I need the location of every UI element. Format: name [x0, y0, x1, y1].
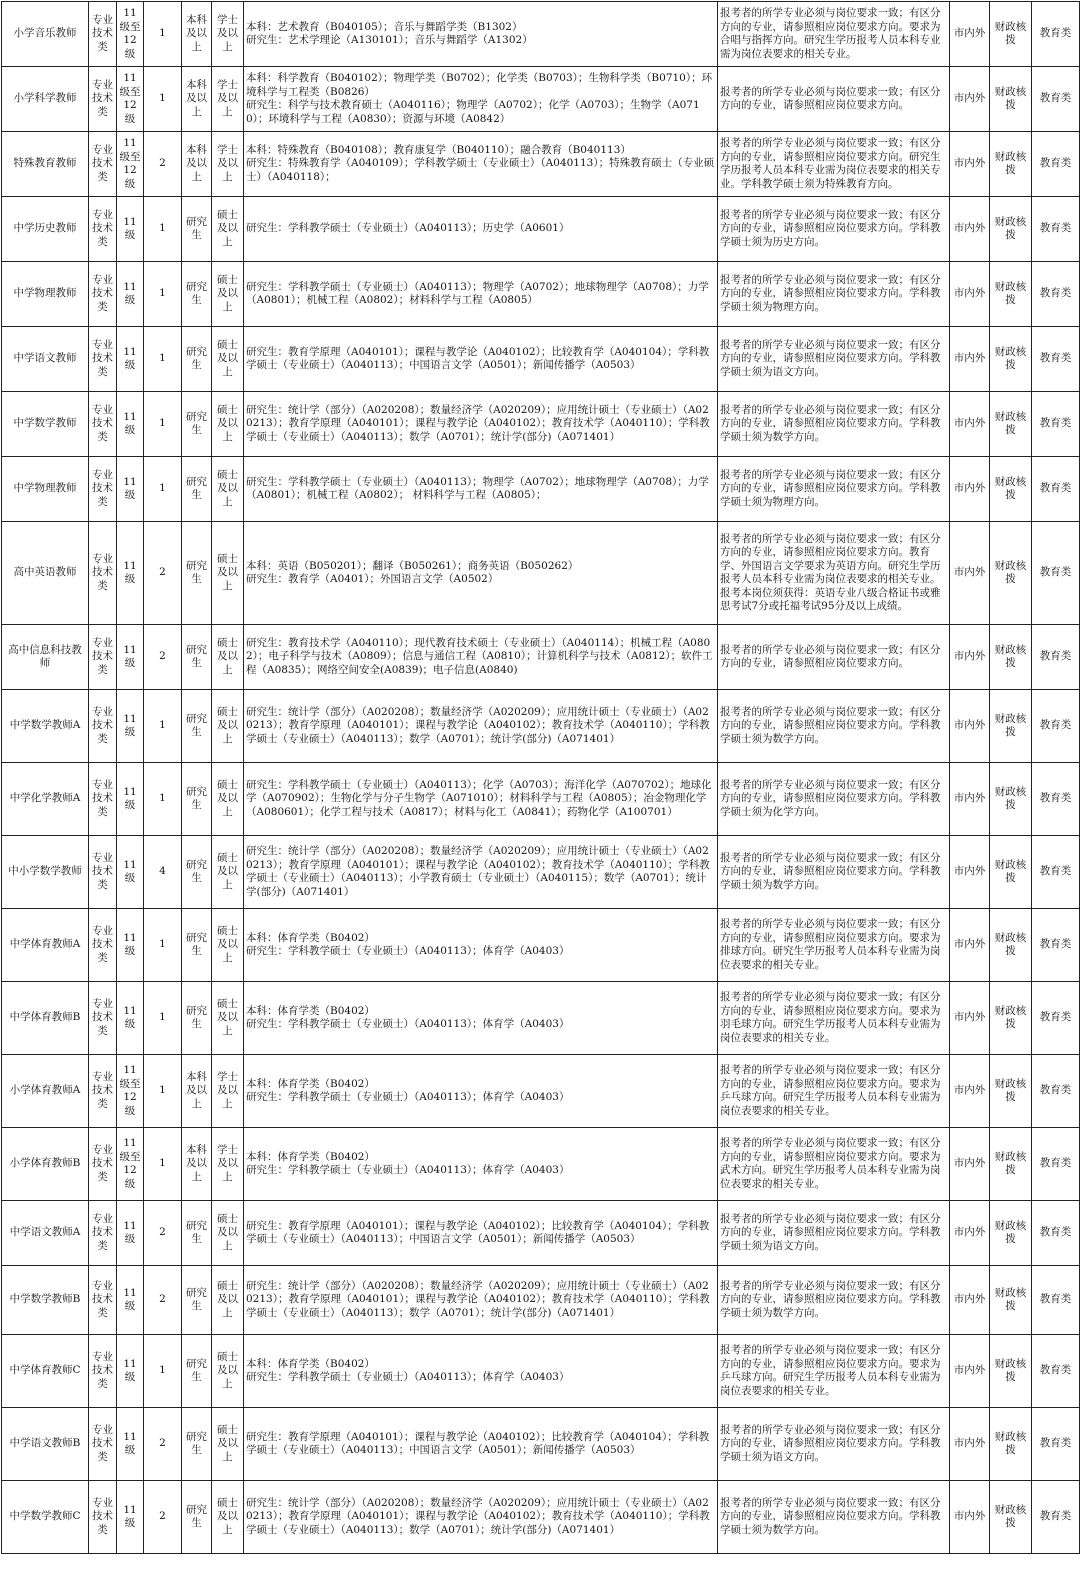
- degree-requirement: 学士及以上: [212, 1128, 244, 1201]
- post-grade: 11级至12级: [117, 2, 144, 67]
- post-count: 1: [144, 1128, 182, 1201]
- post-name: 中学体育教师A: [2, 909, 89, 982]
- funding-type: 财政核拨: [990, 457, 1032, 522]
- exam-type: 教育类: [1032, 690, 1080, 763]
- education-requirement: 研究生: [182, 763, 212, 836]
- major-line: 研究生：教育学原理（A040101）；课程与教学论（A040102）；比较教育学（A040104）；学科教学硕士（专业硕士）（A040113）；中国语言文学（A0501）；新闻传播学（A0503）: [246, 1219, 710, 1245]
- other-requirement: 报考者的所学专业必须与岗位要求一致；有区分方向的专业，请参照相应岗位要求方向。: [718, 625, 950, 690]
- table-row: [2, 67, 1080, 132]
- funding-type: 财政核拨: [990, 982, 1032, 1055]
- major-line: 研究生：教育学原理（A040101）；课程与教学论（A040102）；比较教育学（A040104）；学科教学硕士（专业硕士）（A040113）；中国语言文学（A0501）；新闻传播学（A0503）: [246, 1430, 710, 1456]
- major-line: 本科：体育学类（B0402）: [246, 1004, 375, 1017]
- major-line: 研究生：统计学（部分）（A020208）；数量经济学（A020209）；应用统计硕士（专业硕士）（A020213）；教育学原理（A040101）；课程与教学论（A040102）；教育技术学（A040110）；学科教学硕士（专业硕士）（A040113）；数学（A0701）；统计学(部分)（A071401）: [246, 1279, 710, 1319]
- major-line: 研究生：学科教学硕士（专业硕士）（A040113）；物理学（A0702）；地球物理学（A0708）；力学（A0801）；机械工程（A0802）； 材料科学与工程（A0805）；: [246, 475, 709, 501]
- funding-type: 财政核拨: [990, 1335, 1032, 1408]
- table-row: [2, 262, 1080, 327]
- post-name: 小学体育教师B: [2, 1128, 89, 1201]
- post-grade: 11级: [117, 197, 144, 262]
- other-requirement: 报考者的所学专业必须与岗位要求一致；有区分方向的专业，请参照相应岗位要求方向。学科教学硕士须为数学方向。: [718, 1481, 950, 1554]
- major-requirement: [244, 909, 718, 982]
- education-requirement: 研究生: [182, 392, 212, 457]
- major-line: 研究生：艺术学理论（A130101）；音乐与舞蹈学（A1302）: [246, 34, 533, 46]
- post-name: 中学体育教师B: [2, 982, 89, 1055]
- education-requirement: 研究生: [182, 909, 212, 982]
- recruitment-scope: 市内外: [950, 522, 990, 625]
- post-category: 专业技术类: [89, 2, 117, 67]
- education-requirement: 研究生: [182, 262, 212, 327]
- post-count: 2: [144, 522, 182, 625]
- exam-type: 教育类: [1032, 763, 1080, 836]
- exam-type: 教育类: [1032, 522, 1080, 625]
- major-requirement: [244, 763, 718, 836]
- recruitment-scope: 市内外: [950, 625, 990, 690]
- post-name: 小学音乐教师: [2, 2, 89, 67]
- funding-type: 财政核拨: [990, 1128, 1032, 1201]
- degree-requirement: 学士及以上: [212, 1055, 244, 1128]
- other-requirement: 报考者的所学专业必须与岗位要求一致；有区分方向的专业，请参照相应岗位要求方向。要求为乒乓球方向。研究生学历报考人员本科专业需为岗位表要求的相关专业。: [718, 1335, 950, 1408]
- degree-requirement: 学士及以上: [212, 67, 244, 132]
- exam-type: 教育类: [1032, 327, 1080, 392]
- post-grade: 11级: [117, 1408, 144, 1481]
- major-requirement: [244, 1201, 718, 1266]
- table-row: [2, 625, 1080, 690]
- post-grade: 11级: [117, 262, 144, 327]
- education-requirement: 研究生: [182, 1266, 212, 1335]
- post-category: 专业技术类: [89, 625, 117, 690]
- other-requirement: 报考者的所学专业必须与岗位要求一致；有区分方向的专业，请参照相应岗位要求方向。学科教学硕士须为数学方向。: [718, 392, 950, 457]
- education-requirement: 研究生: [182, 1201, 212, 1266]
- degree-requirement: 硕士及以上: [212, 392, 244, 457]
- exam-type: 教育类: [1032, 1335, 1080, 1408]
- post-category: 专业技术类: [89, 132, 117, 197]
- recruitment-scope: 市内外: [950, 982, 990, 1055]
- exam-type: 教育类: [1032, 2, 1080, 67]
- post-name: 中学数学教师C: [2, 1481, 89, 1554]
- exam-type: 教育类: [1032, 1055, 1080, 1128]
- post-name: 高中信息科技教师: [2, 625, 89, 690]
- table-row: [2, 392, 1080, 457]
- major-requirement: [244, 457, 718, 522]
- recruitment-scope: 市内外: [950, 1408, 990, 1481]
- post-grade: 11级: [117, 522, 144, 625]
- table-row: [2, 690, 1080, 763]
- major-line: 研究生：教育学（A0401）；外国语言文学（A0502）: [246, 573, 499, 585]
- exam-type: 教育类: [1032, 982, 1080, 1055]
- post-grade: 11级: [117, 909, 144, 982]
- table-row: [2, 457, 1080, 522]
- post-category: 专业技术类: [89, 1128, 117, 1201]
- post-count: 1: [144, 457, 182, 522]
- post-category: 专业技术类: [89, 690, 117, 763]
- other-requirement: 报考者的所学专业必须与岗位要求一致；有区分方向的专业，请参照相应岗位要求方向。要求为合唱与指挥方向。研究生学历报考人员本科专业需为岗位表要求的相关专业。: [718, 2, 950, 67]
- recruitment-scope: 市内外: [950, 1128, 990, 1201]
- post-name: 中学数学教师A: [2, 690, 89, 763]
- other-requirement: 报考者的所学专业必须与岗位要求一致；有区分方向的专业，请参照相应岗位要求方向。要求为羽毛球方向。研究生学历报考人员本科专业需为岗位表要求的相关专业。: [718, 982, 950, 1055]
- funding-type: 财政核拨: [990, 1408, 1032, 1481]
- post-count: 2: [144, 1408, 182, 1481]
- post-grade: 11级: [117, 457, 144, 522]
- recruitment-scope: 市内外: [950, 836, 990, 909]
- recruitment-scope: 市内外: [950, 763, 990, 836]
- post-name: 中学历史教师: [2, 197, 89, 262]
- education-requirement: 研究生: [182, 625, 212, 690]
- post-grade: 11级: [117, 836, 144, 909]
- post-count: 1: [144, 2, 182, 67]
- education-requirement: 本科及以上: [182, 1128, 212, 1201]
- major-line: 本科：特殊教育（B040108）；教育康复学（B040110）；融合教育（B040113）: [246, 143, 631, 156]
- major-requirement: [244, 1128, 718, 1201]
- major-line: 本科：体育学类（B0402）: [246, 1077, 375, 1090]
- post-count: 1: [144, 197, 182, 262]
- post-name: 中学语文教师A: [2, 1201, 89, 1266]
- exam-type: 教育类: [1032, 457, 1080, 522]
- degree-requirement: 硕士及以上: [212, 262, 244, 327]
- post-grade: 11级至12级: [117, 1055, 144, 1128]
- degree-requirement: 硕士及以上: [212, 1201, 244, 1266]
- major-requirement: [244, 262, 718, 327]
- other-requirement: 报考者的所学专业必须与岗位要求一致；有区分方向的专业，请参照相应岗位要求方向。教育学、外国语言文学要求为英语方向。研究生学历报考人员本科专业需为岗位表要求的相关专业。报考本岗位须获得：英语专业八级合格证书或雅思考试7分或托福考试95分及以上成绩。: [718, 522, 950, 625]
- post-grade: 11级: [117, 1481, 144, 1554]
- recruitment-scope: 市内外: [950, 392, 990, 457]
- exam-type: 教育类: [1032, 1266, 1080, 1335]
- degree-requirement: 硕士及以上: [212, 836, 244, 909]
- funding-type: 财政核拨: [990, 197, 1032, 262]
- major-line: 本科：体育学类（B0402）: [246, 931, 375, 944]
- funding-type: 财政核拨: [990, 327, 1032, 392]
- education-requirement: 研究生: [182, 457, 212, 522]
- post-grade: 11级: [117, 392, 144, 457]
- recruitment-table: [1, 1, 1080, 1554]
- major-requirement: [244, 1408, 718, 1481]
- post-count: 4: [144, 836, 182, 909]
- post-category: 专业技术类: [89, 909, 117, 982]
- education-requirement: 研究生: [182, 197, 212, 262]
- other-requirement: 报考者的所学专业必须与岗位要求一致；有区分方向的专业，请参照相应岗位要求方向。学科教学硕士须为语文方向。: [718, 1201, 950, 1266]
- major-requirement: [244, 1055, 718, 1128]
- post-name: 特殊教育教师: [2, 132, 89, 197]
- major-requirement: [244, 625, 718, 690]
- funding-type: 财政核拨: [990, 763, 1032, 836]
- table-row: [2, 763, 1080, 836]
- table-row: [2, 197, 1080, 262]
- other-requirement: 报考者的所学专业必须与岗位要求一致；有区分方向的专业，请参照相应岗位要求方向。学科教学硕士须为物理方向。: [718, 457, 950, 522]
- post-count: 2: [144, 625, 182, 690]
- table-row: [2, 1481, 1080, 1554]
- table-row: [2, 1201, 1080, 1266]
- major-requirement: [244, 67, 718, 132]
- post-category: 专业技术类: [89, 1266, 117, 1335]
- post-count: 2: [144, 132, 182, 197]
- other-requirement: 报考者的所学专业必须与岗位要求一致；有区分方向的专业，请参照相应岗位要求方向。学科教学硕士须为语文方向。: [718, 1408, 950, 1481]
- post-category: 专业技术类: [89, 457, 117, 522]
- major-line: 本科：体育学类（B0402）: [246, 1150, 375, 1163]
- recruitment-scope: 市内外: [950, 67, 990, 132]
- post-count: 1: [144, 67, 182, 132]
- post-category: 专业技术类: [89, 1408, 117, 1481]
- recruitment-scope: 市内外: [950, 1055, 990, 1128]
- other-requirement: 报考者的所学专业必须与岗位要求一致；有区分方向的专业，请参照相应岗位要求方向。学科教学硕士须为历史方向。: [718, 197, 950, 262]
- funding-type: 财政核拨: [990, 1201, 1032, 1266]
- major-line: 本科：英语（B050201）；翻译（B050261）；商务英语（B050262）: [246, 559, 579, 572]
- exam-type: 教育类: [1032, 1481, 1080, 1554]
- post-count: 1: [144, 1055, 182, 1128]
- education-requirement: 研究生: [182, 1408, 212, 1481]
- education-requirement: 研究生: [182, 1481, 212, 1554]
- post-name: 小学科学教师: [2, 67, 89, 132]
- post-category: 专业技术类: [89, 1055, 117, 1128]
- major-line: 研究生：特殊教育学（A040109）；学科教学硕士（专业硕士）（A040113）；特殊教育硕士（专业硕士）（A040118）；: [246, 157, 715, 183]
- major-line: 研究生：统计学（部分）（A020208）；数量经济学（A020209）；应用统计硕士（专业硕士）（A020213）；教育学原理（A040101）；课程与教学论（A040102）；教育技术学（A040110）；学科教学硕士（专业硕士）（A040113）；数学（A0701）；统计学(部分)（A071401）: [246, 403, 710, 443]
- funding-type: 财政核拨: [990, 909, 1032, 982]
- exam-type: 教育类: [1032, 836, 1080, 909]
- degree-requirement: 硕士及以上: [212, 197, 244, 262]
- other-requirement: 报考者的所学专业必须与岗位要求一致；有区分方向的专业，请参照相应岗位要求方向。学科教学硕士须为数学方向。: [718, 690, 950, 763]
- major-line: 研究生：学科教学硕士（专业硕士）（A040113）；历史学（A0601）: [246, 222, 570, 235]
- post-grade: 11级至12级: [117, 132, 144, 197]
- funding-type: 财政核拨: [990, 392, 1032, 457]
- post-category: 专业技术类: [89, 392, 117, 457]
- post-category: 专业技术类: [89, 1201, 117, 1266]
- major-requirement: [244, 197, 718, 262]
- education-requirement: 研究生: [182, 982, 212, 1055]
- major-requirement: [244, 327, 718, 392]
- recruitment-scope: 市内外: [950, 327, 990, 392]
- major-line: 研究生：统计学（部分）（A020208）；数量经济学（A020209）；应用统计硕士（专业硕士）（A020213）；教育学原理（A040101）；课程与教学论（A040102）；教育技术学（A040110）；学科教学硕士（专业硕士）（A040113）；数学（A0701）；统计学(部分)（A071401）: [246, 705, 710, 745]
- table-row: [2, 2, 1080, 67]
- major-line: 研究生：教育学原理（A040101）；课程与教学论（A040102）；比较教育学（A040104）；学科教学硕士（专业硕士）（A040113）；中国语言文学（A0501）；新闻传播学（A0503）: [246, 345, 710, 371]
- post-category: 专业技术类: [89, 67, 117, 132]
- table-row: [2, 836, 1080, 909]
- major-line: 本科：艺术教育（B040105）；音乐与舞蹈学类（B1302）: [246, 20, 523, 33]
- major-requirement: [244, 1266, 718, 1335]
- post-category: 专业技术类: [89, 763, 117, 836]
- post-count: 2: [144, 1266, 182, 1335]
- post-count: 1: [144, 982, 182, 1055]
- recruitment-scope: 市内外: [950, 457, 990, 522]
- major-line: 研究生：学科教学硕士（专业硕士）（A040113）；物理学（A0702）；地球物理学（A0708）；力学（A0801）；机械工程（A0802）；材料科学与工程（A0805）: [246, 280, 709, 306]
- recruitment-scope: 市内外: [950, 1266, 990, 1335]
- post-category: 专业技术类: [89, 327, 117, 392]
- post-grade: 11级: [117, 625, 144, 690]
- post-name: 中学化学教师A: [2, 763, 89, 836]
- funding-type: 财政核拨: [990, 625, 1032, 690]
- table-row: [2, 327, 1080, 392]
- exam-type: 教育类: [1032, 1128, 1080, 1201]
- exam-type: 教育类: [1032, 262, 1080, 327]
- post-grade: 11级: [117, 1335, 144, 1408]
- recruitment-scope: 市内外: [950, 132, 990, 197]
- recruitment-scope: 市内外: [950, 1481, 990, 1554]
- post-grade: 11级至12级: [117, 1128, 144, 1201]
- post-category: 专业技术类: [89, 262, 117, 327]
- education-requirement: 研究生: [182, 836, 212, 909]
- post-category: 专业技术类: [89, 1335, 117, 1408]
- major-line: 研究生：学科教学硕士（专业硕士）（A040113）；体育学（A0403）: [246, 1018, 570, 1030]
- recruitment-scope: 市内外: [950, 690, 990, 763]
- degree-requirement: 硕士及以上: [212, 909, 244, 982]
- post-category: 专业技术类: [89, 1481, 117, 1554]
- degree-requirement: 硕士及以上: [212, 1266, 244, 1335]
- post-count: 2: [144, 1481, 182, 1554]
- degree-requirement: 硕士及以上: [212, 1408, 244, 1481]
- degree-requirement: 硕士及以上: [212, 982, 244, 1055]
- exam-type: 教育类: [1032, 392, 1080, 457]
- post-name: 高中英语教师: [2, 522, 89, 625]
- major-line: 本科：科学教育（B040102）；物理学类（B0702）；化学类（B0703）；生物科学类（B0710）；环境科学与工程类（B0826）: [246, 72, 713, 98]
- degree-requirement: 硕士及以上: [212, 625, 244, 690]
- post-name: 中学体育教师C: [2, 1335, 89, 1408]
- funding-type: 财政核拨: [990, 522, 1032, 625]
- major-line: 研究生：教育技术学（A040110）；现代教育技术硕士（专业硕士）（A040114）；机械工程（A0802）；电子科学与技术（A0809）；信息与通信工程（A0810）；计算机科学与技术（A0812）；软件工程（A0835）；网络空间安全(A0839)；电子信息(A0840): [246, 636, 713, 676]
- recruitment-scope: 市内外: [950, 262, 990, 327]
- post-count: 1: [144, 1335, 182, 1408]
- table-row: [2, 522, 1080, 625]
- major-line: 研究生：科学与技术教育硕士（A040116）；物理学（A0702）；化学（A0703）；生物学（A0710）；环境科学与工程（A0830）；资源与环境（A0842）: [246, 99, 700, 125]
- degree-requirement: 学士及以上: [212, 132, 244, 197]
- other-requirement: 报考者的所学专业必须与岗位要求一致；有区分方向的专业，请参照相应岗位要求方向。要求为武术方向。研究生学历报考人员本科专业需为岗位表要求的相关专业。: [718, 1128, 950, 1201]
- major-requirement: [244, 982, 718, 1055]
- post-count: 1: [144, 909, 182, 982]
- major-line: 研究生：统计学（部分）（A020208）；数量经济学（A020209）；应用统计硕士（专业硕士）（A020213）；教育学原理（A040101）；课程与教学论（A040102）；教育技术学（A040110）；学科教学硕士（专业硕士）（A040113）；小学教育硕士（专业硕士）（A040115）；数学（A0701）；统计学(部分)（A071401）: [246, 845, 710, 898]
- education-requirement: 本科及以上: [182, 2, 212, 67]
- post-grade: 11级: [117, 982, 144, 1055]
- post-category: 专业技术类: [89, 522, 117, 625]
- post-name: 中学物理教师: [2, 262, 89, 327]
- post-grade: 11级至12级: [117, 67, 144, 132]
- post-count: 1: [144, 262, 182, 327]
- major-line: 研究生：学科教学硕士（专业硕士）（A040113）；化学（A0703）；海洋化学（A070702）；地球化学（A070902）；生物化学与分子生物学（A071010）；材料科学与工程（A0805）；冶金物理化学（A080601）；化学工程与技术（A0817）；材料与化工（A0841）；药物化学（A100701）: [246, 778, 712, 818]
- post-count: 1: [144, 763, 182, 836]
- education-requirement: 本科及以上: [182, 132, 212, 197]
- post-count: 2: [144, 1201, 182, 1266]
- degree-requirement: 学士及以上: [212, 2, 244, 67]
- funding-type: 财政核拨: [990, 67, 1032, 132]
- recruitment-scope: 市内外: [950, 1201, 990, 1266]
- funding-type: 财政核拨: [990, 1055, 1032, 1128]
- major-line: 研究生：学科教学硕士（专业硕士）（A040113）；体育学（A0403）: [246, 945, 570, 957]
- education-requirement: 研究生: [182, 522, 212, 625]
- post-count: 1: [144, 392, 182, 457]
- post-name: 中学数学教师B: [2, 1266, 89, 1335]
- table-row: [2, 132, 1080, 197]
- funding-type: 财政核拨: [990, 2, 1032, 67]
- major-line: 本科：体育学类（B0402）: [246, 1357, 375, 1370]
- exam-type: 教育类: [1032, 67, 1080, 132]
- recruitment-scope: 市内外: [950, 1335, 990, 1408]
- major-requirement: [244, 1335, 718, 1408]
- funding-type: 财政核拨: [990, 1266, 1032, 1335]
- degree-requirement: 硕士及以上: [212, 327, 244, 392]
- table-body: [2, 2, 1080, 1554]
- funding-type: 财政核拨: [990, 690, 1032, 763]
- table-row: [2, 1128, 1080, 1201]
- major-requirement: [244, 836, 718, 909]
- degree-requirement: 硕士及以上: [212, 522, 244, 625]
- other-requirement: 报考者的所学专业必须与岗位要求一致；有区分方向的专业，请参照相应岗位要求方向。: [718, 67, 950, 132]
- post-name: 中小学数学教师: [2, 836, 89, 909]
- funding-type: 财政核拨: [990, 262, 1032, 327]
- table-row: [2, 909, 1080, 982]
- major-requirement: [244, 2, 718, 67]
- other-requirement: 报考者的所学专业必须与岗位要求一致；有区分方向的专业，请参照相应岗位要求方向。学科教学硕士须为语文方向。: [718, 327, 950, 392]
- major-requirement: [244, 522, 718, 625]
- table-row: [2, 1266, 1080, 1335]
- education-requirement: 研究生: [182, 690, 212, 763]
- post-name: 中学物理教师: [2, 457, 89, 522]
- major-line: 研究生：统计学（部分）（A020208）；数量经济学（A020209）；应用统计硕士（专业硕士）（A020213）；教育学原理（A040101）；课程与教学论（A040102）；教育技术学（A040110）；学科教学硕士（专业硕士）（A040113）；数学（A0701）；统计学(部分)（A071401）: [246, 1496, 710, 1536]
- post-grade: 11级: [117, 690, 144, 763]
- recruitment-scope: 市内外: [950, 909, 990, 982]
- degree-requirement: 硕士及以上: [212, 457, 244, 522]
- post-grade: 11级: [117, 763, 144, 836]
- table-row: [2, 1055, 1080, 1128]
- other-requirement: 报考者的所学专业必须与岗位要求一致；有区分方向的专业，请参照相应岗位要求方向。学科教学硕士须为数学方向。: [718, 1266, 950, 1335]
- exam-type: 教育类: [1032, 625, 1080, 690]
- other-requirement: 报考者的所学专业必须与岗位要求一致；有区分方向的专业，请参照相应岗位要求方向。要求为乒乓球方向。研究生学历报考人员本科专业需为岗位表要求的相关专业。: [718, 1055, 950, 1128]
- exam-type: 教育类: [1032, 909, 1080, 982]
- post-category: 专业技术类: [89, 982, 117, 1055]
- post-name: 小学体育教师A: [2, 1055, 89, 1128]
- post-count: 1: [144, 690, 182, 763]
- funding-type: 财政核拨: [990, 1481, 1032, 1554]
- table-row: [2, 1408, 1080, 1481]
- major-requirement: [244, 132, 718, 197]
- major-line: 研究生：学科教学硕士（专业硕士）（A040113）；体育学（A0403）: [246, 1164, 570, 1176]
- other-requirement: 报考者的所学专业必须与岗位要求一致；有区分方向的专业，请参照相应岗位要求方向。学科教学硕士须为物理方向。: [718, 262, 950, 327]
- degree-requirement: 硕士及以上: [212, 763, 244, 836]
- education-requirement: 本科及以上: [182, 1055, 212, 1128]
- major-requirement: [244, 1481, 718, 1554]
- post-name: 中学语文教师B: [2, 1408, 89, 1481]
- table-row: [2, 1335, 1080, 1408]
- other-requirement: 报考者的所学专业必须与岗位要求一致；有区分方向的专业，请参照相应岗位要求方向。要求为排球方向。研究生学历报考人员本科专业需为岗位表要求的相关专业。: [718, 909, 950, 982]
- post-category: 专业技术类: [89, 197, 117, 262]
- post-name: 中学数学教师: [2, 392, 89, 457]
- exam-type: 教育类: [1032, 197, 1080, 262]
- major-line: 研究生：学科教学硕士（专业硕士）（A040113）；体育学（A0403）: [246, 1371, 570, 1383]
- education-requirement: 研究生: [182, 327, 212, 392]
- degree-requirement: 硕士及以上: [212, 1481, 244, 1554]
- other-requirement: 报考者的所学专业必须与岗位要求一致；有区分方向的专业，请参照相应岗位要求方向。研究生学历报考人员本科专业需为岗位表要求的相关专业。学科教学硕士须为特殊教育方向。: [718, 132, 950, 197]
- post-grade: 11级: [117, 327, 144, 392]
- major-requirement: [244, 392, 718, 457]
- other-requirement: 报考者的所学专业必须与岗位要求一致；有区分方向的专业，请参照相应岗位要求方向。学科教学硕士须为数学方向。: [718, 836, 950, 909]
- post-category: 专业技术类: [89, 836, 117, 909]
- major-requirement: [244, 690, 718, 763]
- exam-type: 教育类: [1032, 1408, 1080, 1481]
- recruitment-scope: 市内外: [950, 2, 990, 67]
- recruitment-scope: 市内外: [950, 197, 990, 262]
- funding-type: 财政核拨: [990, 836, 1032, 909]
- post-count: 1: [144, 327, 182, 392]
- major-line: 研究生：学科教学硕士（专业硕士）（A040113）；体育学（A0403）: [246, 1091, 570, 1103]
- exam-type: 教育类: [1032, 132, 1080, 197]
- education-requirement: 本科及以上: [182, 67, 212, 132]
- post-name: 中学语文教师: [2, 327, 89, 392]
- exam-type: 教育类: [1032, 1201, 1080, 1266]
- post-grade: 11级: [117, 1266, 144, 1335]
- degree-requirement: 硕士及以上: [212, 690, 244, 763]
- post-grade: 11级: [117, 1201, 144, 1266]
- table-row: [2, 982, 1080, 1055]
- education-requirement: 研究生: [182, 1335, 212, 1408]
- funding-type: 财政核拨: [990, 132, 1032, 197]
- degree-requirement: 硕士及以上: [212, 1335, 244, 1408]
- other-requirement: 报考者的所学专业必须与岗位要求一致；有区分方向的专业，请参照相应岗位要求方向。学科教学硕士须为化学方向。: [718, 763, 950, 836]
